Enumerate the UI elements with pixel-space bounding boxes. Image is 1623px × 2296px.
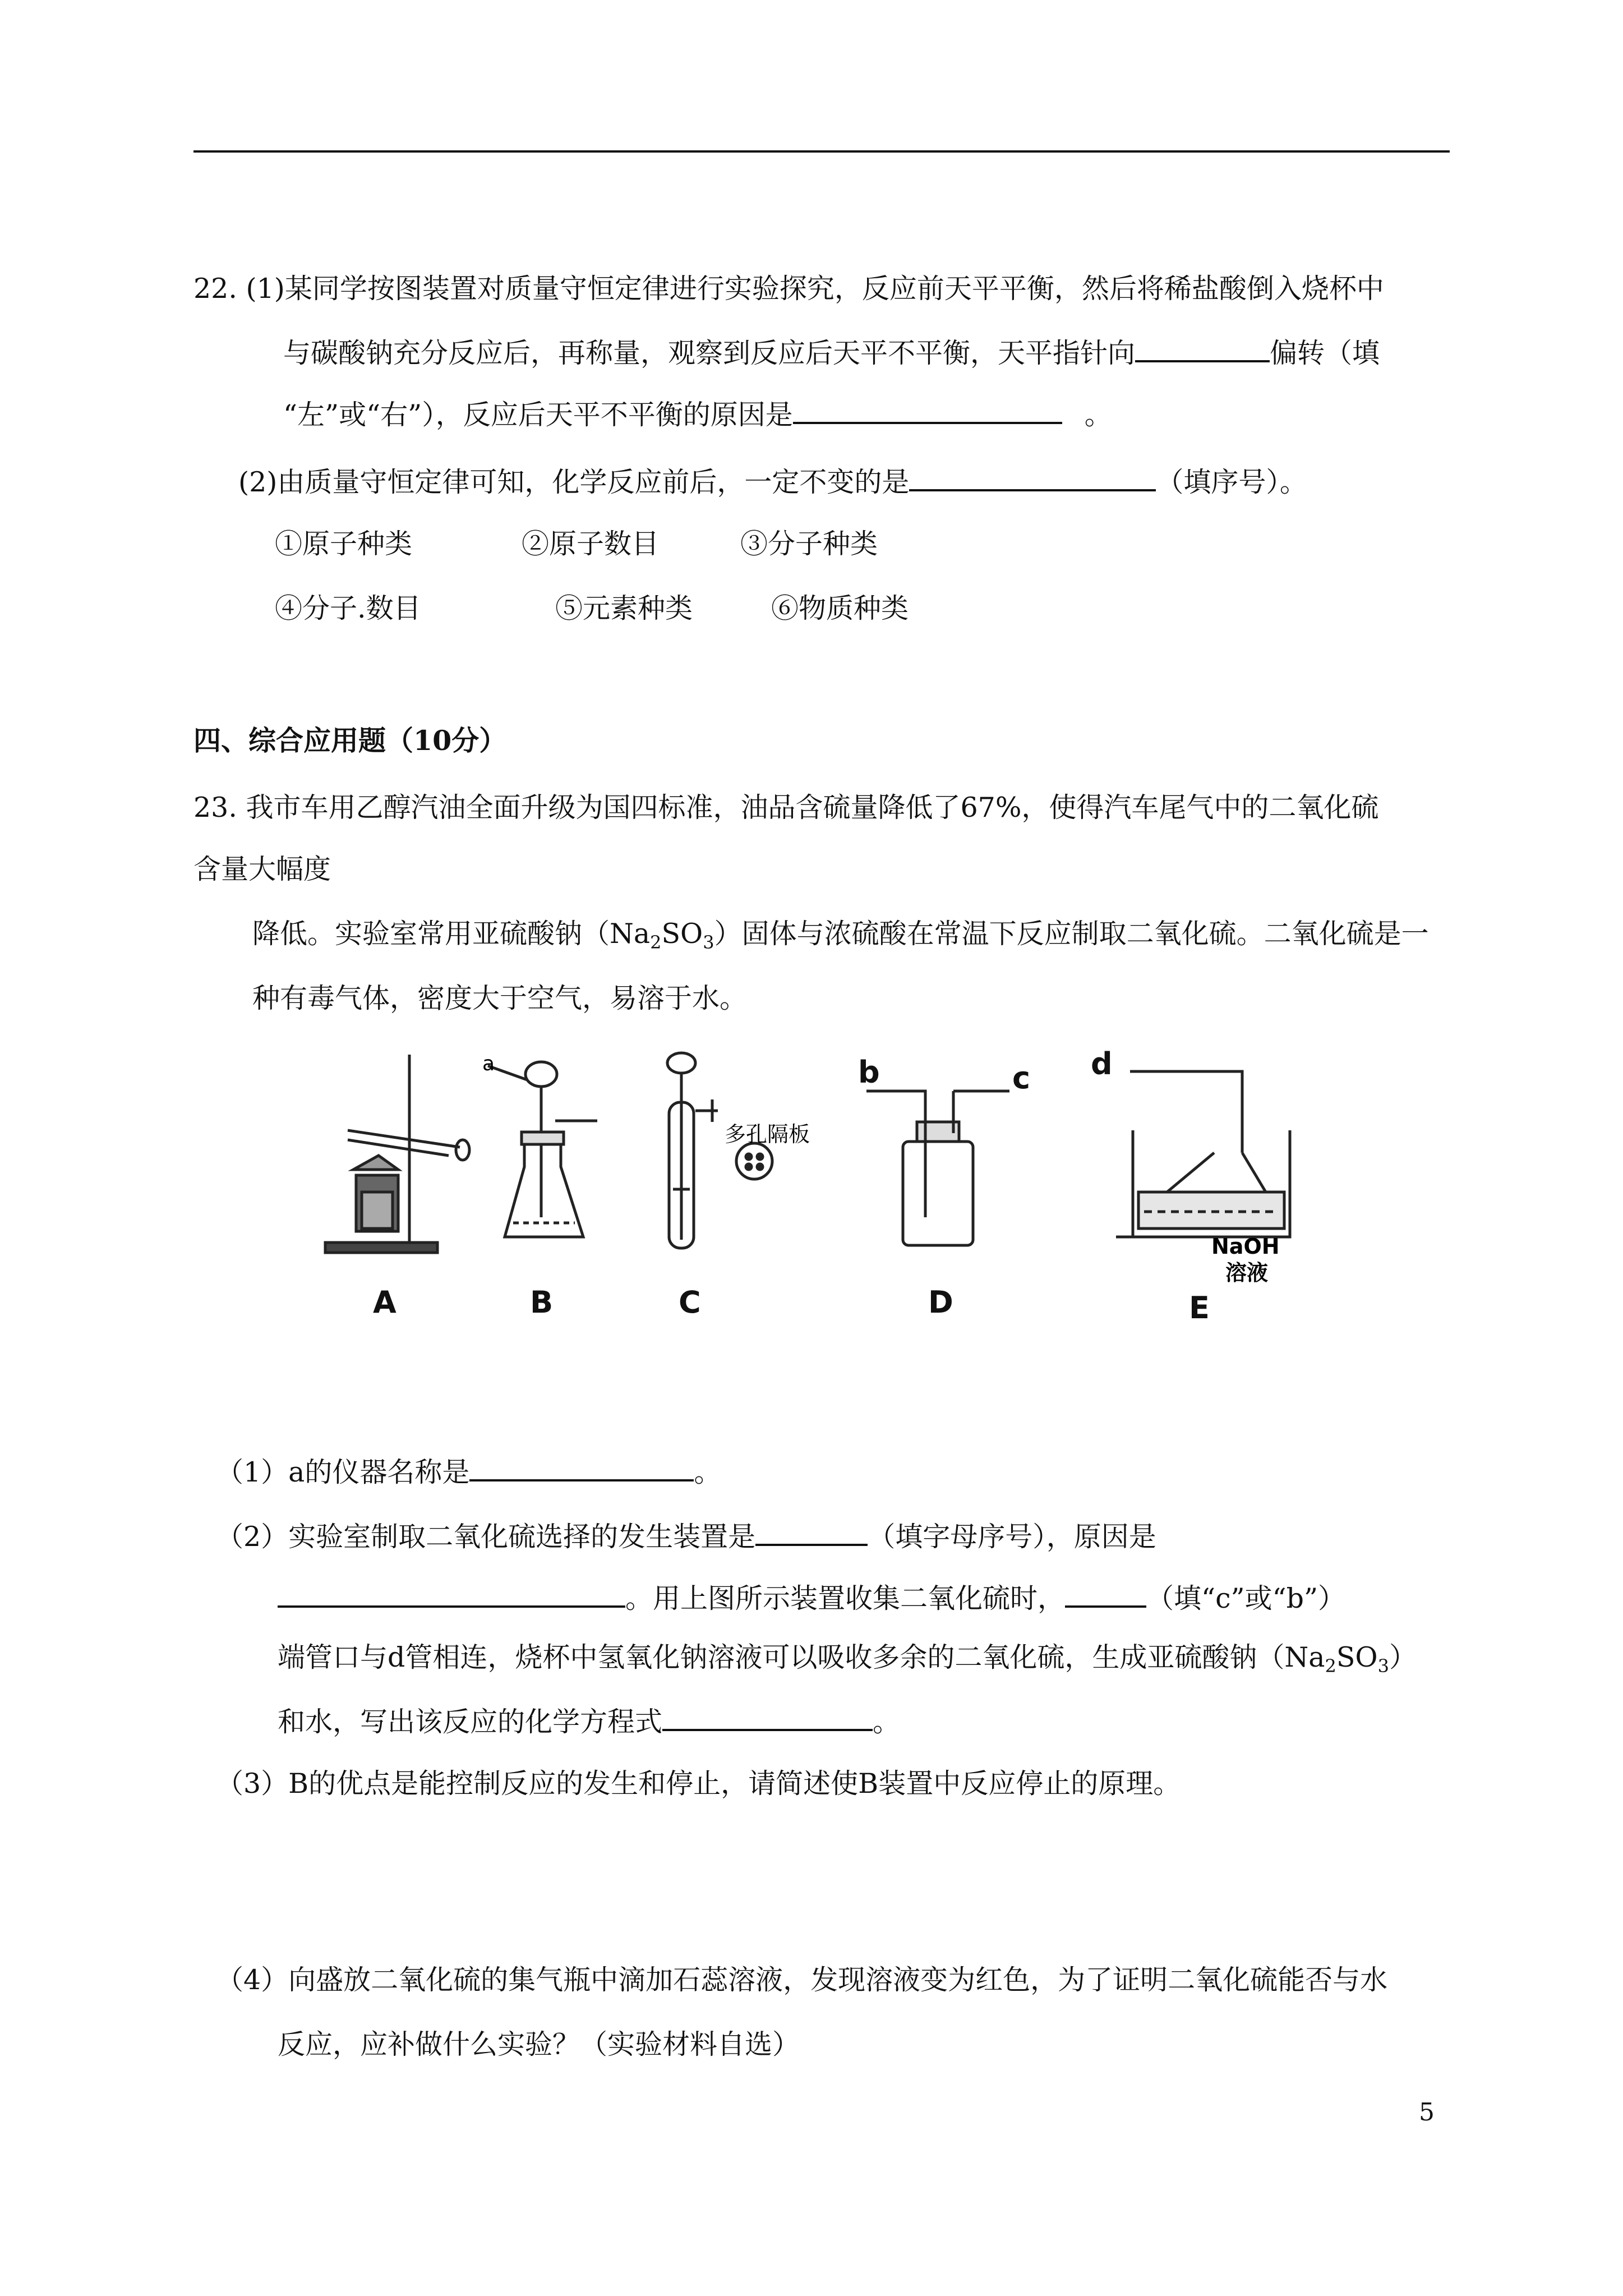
- label-D: D: [928, 1285, 953, 1320]
- header-rule: [193, 150, 1450, 153]
- answer-blank-equation[interactable]: [662, 1700, 873, 1731]
- q22-line-1: 22. (1)某同学按图装置对质量守恒定律进行实验探究，反应前天平平衡，然后将稀盐酸倒入烧杯中: [193, 273, 1384, 305]
- option-6: ⑥物质种类: [771, 592, 909, 624]
- answer-blank-cause[interactable]: [278, 1576, 625, 1608]
- apparatus-B: [488, 1062, 597, 1237]
- apparatus-E: [1116, 1071, 1290, 1237]
- porous-plate-label: 多孔隔板: [725, 1122, 810, 1147]
- q23-intro-2: 含量大幅度: [193, 853, 331, 885]
- answer-blank-direction[interactable]: [1135, 331, 1270, 362]
- answer-blank-generator[interactable]: [755, 1515, 868, 1546]
- q23-part4-line2: 反应，应补做什么实验？（实验材料自选）: [278, 2028, 800, 2060]
- label-E: E: [1189, 1290, 1210, 1326]
- q23-intro-1: 23. 我市车用乙醇汽油全面升级为国四标准，油品含硫量降低了67%，使得汽车尾气中的二氧化硫: [193, 792, 1379, 823]
- answer-blank-instrument-name[interactable]: [469, 1450, 694, 1481]
- page-number: 5: [1419, 2098, 1435, 2127]
- option-5: ⑤元素种类: [555, 592, 693, 624]
- q22-part2: (2)由质量守恒定律可知，化学反应前后，一定不变的是 （填序号）。: [238, 460, 1307, 502]
- q23-intro-4: 种有毒气体，密度大于空气，易溶于水。: [252, 982, 748, 1014]
- option-2: ②原子数目: [522, 528, 660, 560]
- apparatus-C: [667, 1053, 772, 1248]
- answer-blank-port[interactable]: [1065, 1576, 1146, 1608]
- section-heading: 四、综合应用题（10分）: [193, 724, 507, 757]
- naoh-label: NaOH: [1211, 1234, 1280, 1259]
- q22-line-3: “左”或“右”），反应后天平不平衡的原因是 。: [283, 393, 1112, 435]
- q23-intro-3: 降低。实验室常用亚硫酸钠$(Na_2SO_3)$固体与浓硫酸在常温下反应制取二氧化硫。二氧化硫是一: [252, 918, 1429, 953]
- label-b: b: [858, 1055, 880, 1090]
- q23-part1: （1）a的仪器名称是 。: [216, 1450, 721, 1492]
- solution-label: 溶液: [1225, 1260, 1269, 1285]
- option-4: ④分子.数目: [275, 592, 421, 624]
- q22-line-2: 与碳酸钠充分反应后，再称量，观察到反应后天平不平衡，天平指针向 偏转（填: [283, 331, 1380, 373]
- label-a: a: [482, 1052, 495, 1075]
- label-B: B: [530, 1285, 554, 1320]
- q23-part2-line2: 。用上图所示装置收集二氧化硫时， （填“c”或“b”）: [278, 1576, 1345, 1618]
- apparatus-D: [866, 1091, 1009, 1245]
- label-C: C: [679, 1285, 701, 1320]
- q23-part4-line1: （4）向盛放二氧化硫的集气瓶中滴加石蕊溶液，发现溶液变为红色，为了证明二氧化硫能否与水: [216, 1964, 1388, 1996]
- q23-part2-line1: （2）实验室制取二氧化硫选择的发生装置是 （填字母序号），原因是: [216, 1515, 1156, 1557]
- option-1: ①原子种类: [275, 528, 413, 560]
- label-c: c: [1012, 1060, 1031, 1096]
- label-d: d: [1091, 1049, 1113, 1082]
- q23-part2-line4: 和水，写出该反应的化学方程式 。: [278, 1700, 900, 1742]
- apparatus-svg: [314, 1049, 1335, 1341]
- option-3: ③分子种类: [740, 528, 878, 560]
- apparatus-figure: [314, 1049, 1335, 1341]
- answer-blank-unchanged[interactable]: [909, 460, 1156, 491]
- answer-blank-reason[interactable]: [793, 393, 1062, 424]
- q23-part3: （3）B的优点是能控制反应的发生和停止，请简述使B装置中反应停止的原理。: [216, 1768, 1181, 1800]
- q23-part2-line3: 端管口与d管相连，烧杯中氢氧化钠溶液可以吸收多余的二氧化硫，生成亚硫酸钠$(Na_2SO_3)$: [278, 1641, 1417, 1677]
- apparatus-A: [325, 1055, 469, 1253]
- label-A: A: [373, 1285, 396, 1320]
